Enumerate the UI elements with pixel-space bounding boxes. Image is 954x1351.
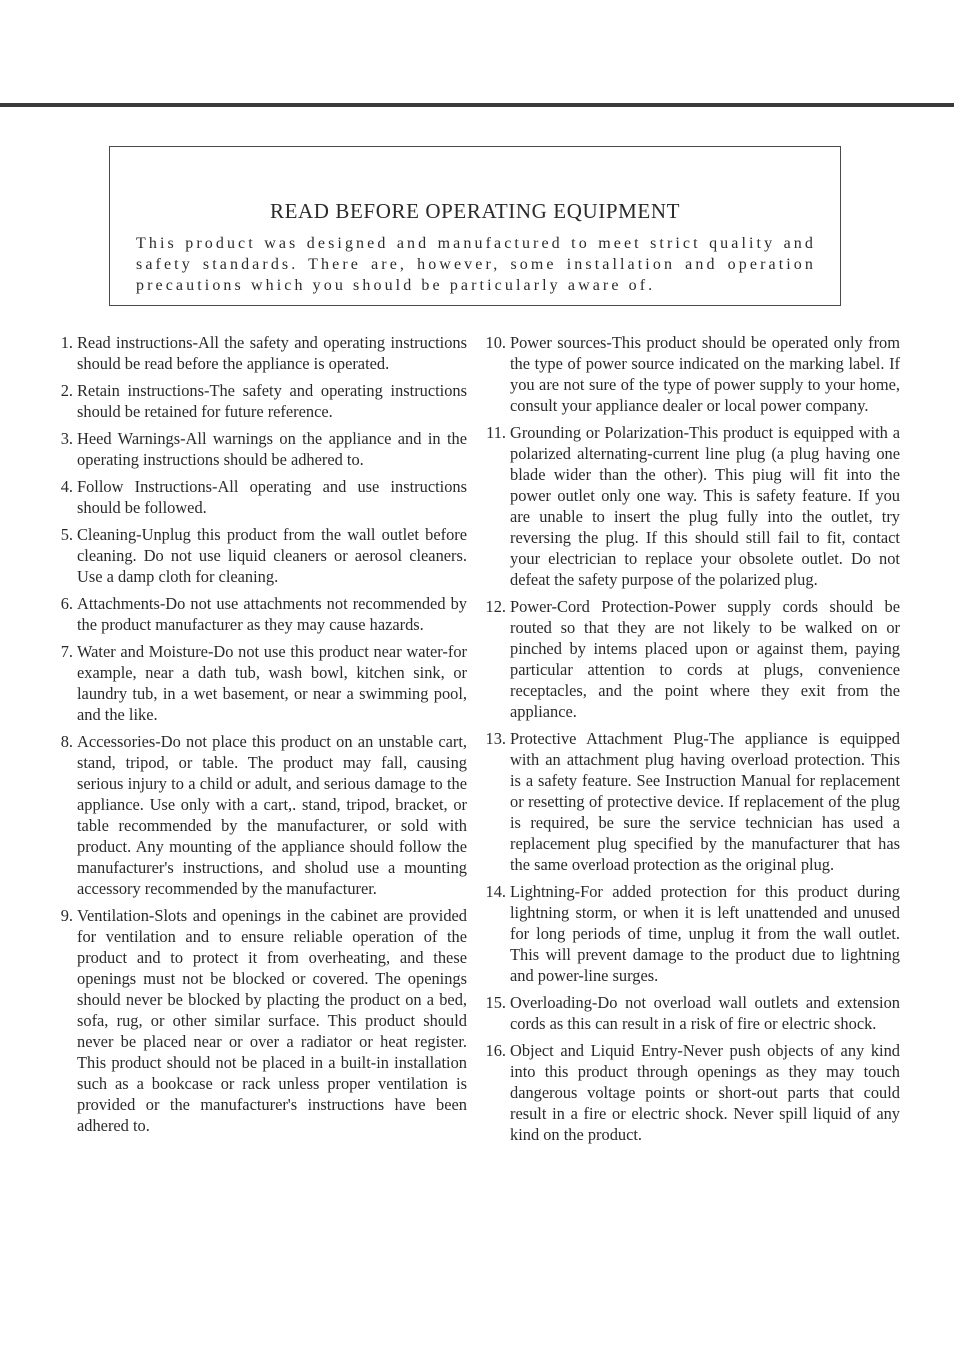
header-rule	[0, 103, 954, 107]
item-number: 9.	[60, 906, 73, 925]
item-number: 8.	[60, 732, 73, 751]
instruction-item	[50, 380, 467, 422]
notice-box	[109, 146, 841, 306]
item-text: Protective Attachment Plug-The appliance is equipped with an attachment plug having overload protection. This is a safety feature. See Instruction Manual for replacement or resetting of protective device. If replacement of the plug is required, be sure the service technician has used a replacement plug specified by the manufacturer that has the same overload protection as the original plug.	[510, 729, 900, 874]
item-number: 16.	[485, 1041, 506, 1060]
instruction-item	[50, 593, 467, 635]
notice-body: This product was designed and manufactured to meet strict quality and safety standards. There are, however, some installation and operation precautions which you should be particularly aware of.	[136, 235, 816, 294]
item-text: Attachments-Do not use attachments not recommended by the product manufacturer as they may cause hazards.	[77, 594, 467, 634]
item-number: 10.	[485, 333, 506, 352]
instruction-item	[480, 422, 900, 590]
item-text: Read instructions-All the safety and operating instructions should be read before the appliance is operated.	[77, 333, 467, 373]
instruction-item	[50, 428, 467, 470]
item-number: 14.	[485, 882, 506, 901]
item-text: Follow Instructions-All operating and use instructions should be followed.	[77, 477, 467, 517]
item-number: 13.	[485, 729, 506, 748]
instruction-item	[50, 524, 467, 587]
instruction-item	[480, 728, 900, 875]
item-text: Water and Moisture-Do not use this product near water-for example, near a dath tub, wash bowl, kitchen sink, or laundry tub, in a wet basement, or near a swimming pool, and the like.	[77, 642, 467, 724]
instruction-item	[50, 476, 467, 518]
instruction-item	[480, 332, 900, 416]
item-number: 2.	[60, 381, 73, 400]
instructions-column-right	[480, 332, 900, 1151]
item-text: Overloading-Do not overload wall outlets and extension cords as this can result in a risk of fire or electric shock.	[510, 993, 900, 1033]
item-text: Grounding or Polarization-This product is equipped with a polarized alternating-current line plug (a plug having one blade wider than the other). This piug will fit into the power outlet only one way. This is safety feature. If you are unable to insert the plug fully into the outlet, try reversing the plug. If this should still fail to fit, contact your electrician to replace your obsolete outlet. Do not defeat the safety purpose of the polarized plug.	[510, 423, 900, 589]
instructions-column-left	[50, 332, 467, 1142]
instruction-item	[480, 881, 900, 986]
item-text: Cleaning-Unplug this product from the wall outlet before cleaning. Do not use liquid cleaners or aerosol cleaners. Use a damp cloth for cleaning.	[77, 525, 467, 586]
item-text: Lightning-For added protection for this product during lightning storm, or when it is left unattended and unused for long periods of time, unplug it from the wall outlet. This will prevent damage to the product due to lightning and power-line surges.	[510, 882, 900, 985]
item-number: 4.	[60, 477, 73, 496]
instruction-item	[50, 641, 467, 725]
item-number: 15.	[485, 993, 506, 1012]
instruction-item	[50, 332, 467, 374]
instruction-item	[480, 992, 900, 1034]
item-number: 3.	[60, 429, 73, 448]
item-text: Ventilation-Slots and openings in the cabinet are provided for ventilation and to ensure reliable operation of the product and to protect it from overheating, and these openings must not be blocked or covered. The openings should never be blocked by placting the product on a bed, sofa, rug, or other similar surface. This product should never be placed near or over a radiator or heat register. This product should not be placed in a built-in installation such as a bookcase or rack unless proper ventilation is provided or the manufacturer's instructions have been adhered to.	[77, 906, 467, 1135]
instruction-item	[50, 905, 467, 1136]
item-text: Power sources-This product should be operated only from the type of power source indicated on the marking label. If you are not sure of the type of power supply to your home, consult your appliance dealer or local power company.	[510, 333, 900, 415]
item-number: 6.	[60, 594, 73, 613]
instruction-item	[480, 1040, 900, 1145]
notice-title: READ BEFORE OPERATING EQUIPMENT	[269, 199, 681, 223]
item-text: Accessories-Do not place this product on an unstable cart, stand, tripod, or table. The product may fall, causing serious injury to a child or adult, and serious damage to the appliance. Use only with a cart,. stand, tripod, bracket, or table recommended by the manufacturer, or sold with product. Any mounting of the appliance should follow the manufacturer's instructions, and sholud use a mounting accessory recommended by the manufacturer.	[77, 732, 467, 898]
item-number: 12.	[485, 597, 506, 616]
item-text: Heed Warnings-All warnings on the appliance and in the operating instructions should be adhered to.	[77, 429, 467, 469]
item-text: Retain instructions-The safety and operating instructions should be retained for future reference.	[77, 381, 467, 421]
instruction-item	[50, 731, 467, 899]
item-number: 1.	[60, 333, 73, 352]
item-number: 11.	[486, 423, 506, 442]
instruction-item	[480, 596, 900, 722]
item-text: Power-Cord Protection-Power supply cords should be routed so that they are not likely to be walked on or pinched by intems placed upon or against them, paying particular attention to cords at plugs, convenience receptacles, and the point where they exit from the appliance.	[510, 597, 900, 721]
item-text: Object and Liquid Entry-Never push objects of any kind into this product through openings as they may touch dangerous voltage points or short-out parts that could result in a fire or electric shock. Never spill liquid of any kind on the product.	[510, 1041, 900, 1144]
item-number: 7.	[60, 642, 73, 661]
item-number: 5.	[60, 525, 73, 544]
